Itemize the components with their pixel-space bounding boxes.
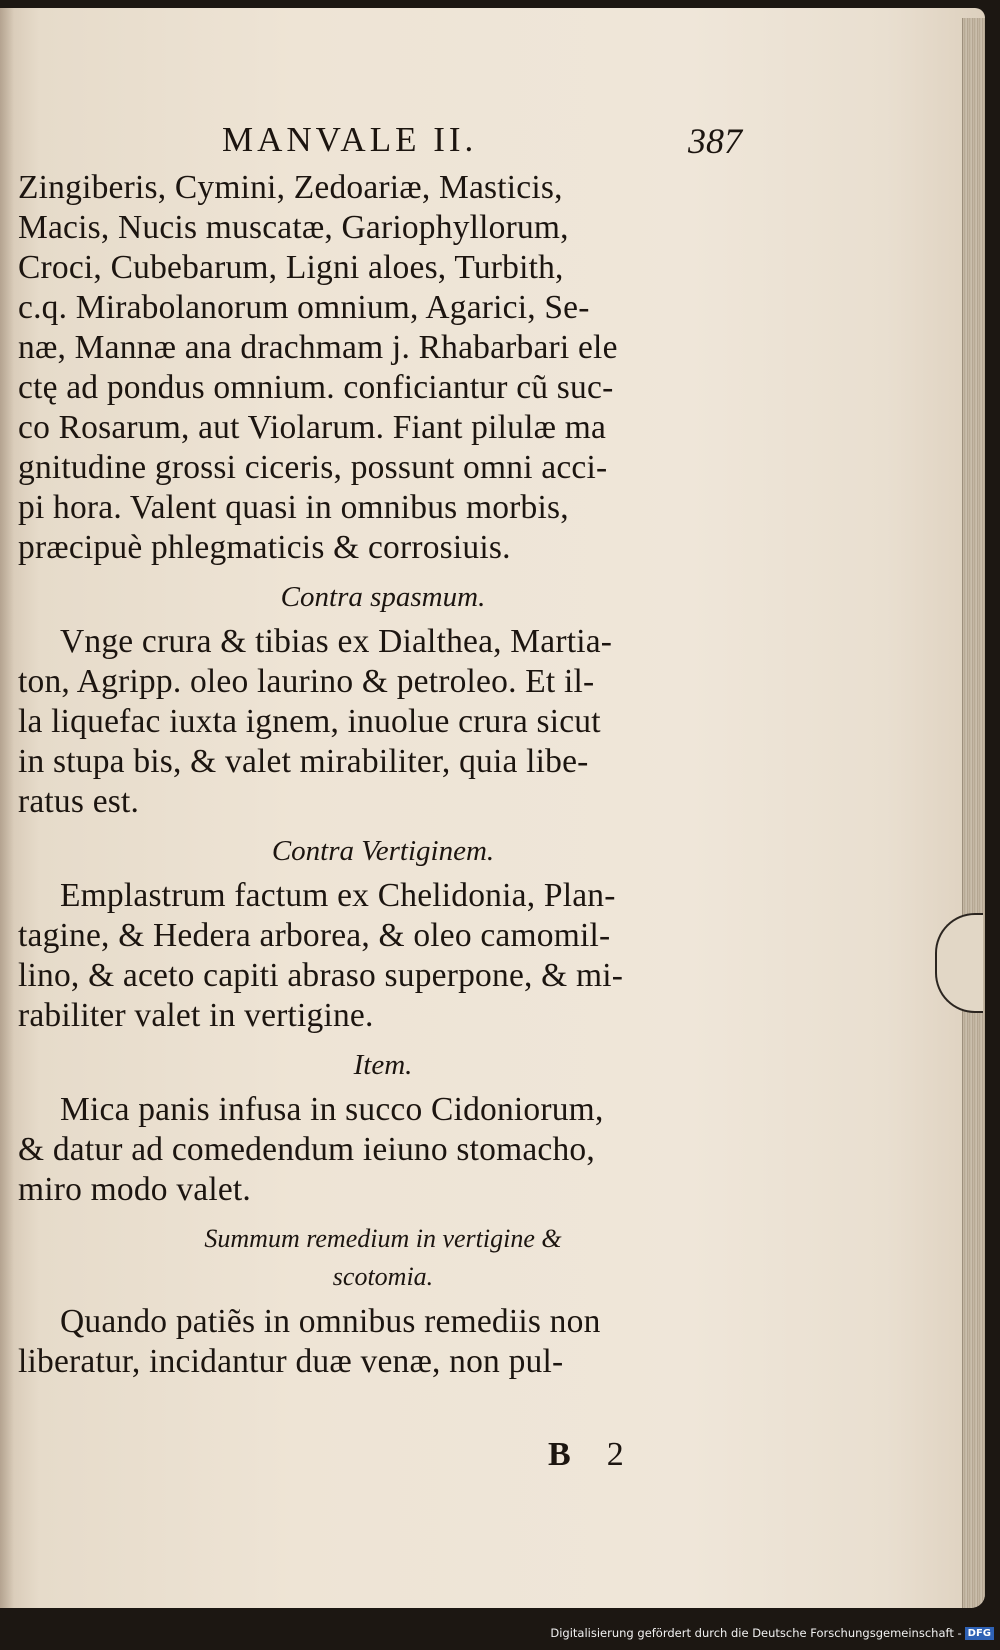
book-page: [0, 8, 985, 1608]
page-clip: [935, 913, 983, 1013]
section-heading-summum-cont: scotomia.: [332, 1262, 434, 1291]
text-line: ctę ad pondus omnium. conficiantur cũ suc-: [18, 369, 614, 406]
page-number: 387: [688, 121, 742, 161]
text-line: miro modo valet.: [18, 1171, 252, 1208]
signature-mark: [548, 1436, 624, 1474]
text-line: la liquefac iuxta ignem, inuolue crura sicut: [18, 703, 601, 740]
text-line: gnitudine grossi ciceris, possunt omni acci-: [18, 449, 608, 486]
text-line: Macis, Nucis muscatæ, Gariophyllorum,: [18, 209, 569, 246]
text-line: & datur ad comedendum ieiuno stomacho,: [18, 1131, 595, 1168]
text-line: præcipuè phlegmaticis & corrosiuis.: [18, 529, 511, 566]
text-line: ratus est.: [18, 783, 140, 820]
text-line: c.q. Mirabolanorum omnium, Agarici, Se-: [18, 289, 590, 326]
gutter-shadow: [0, 8, 14, 1608]
text-line: Mica panis infusa in succo Cidoniorum,: [60, 1091, 604, 1128]
text-line: tagine, & Hedera arborea, & oleo camomil-: [18, 917, 611, 954]
text-line: næ, Mannæ ana drachmam j. Rhabarbari ele: [18, 329, 618, 366]
text-line: Vnge crura & tibias ex Dialthea, Martia-: [60, 623, 613, 660]
text-line: lino, & aceto capiti abraso superpone, & mi-: [18, 957, 624, 994]
text-line: Croci, Cubebarum, Ligni aloes, Turbith,: [18, 249, 564, 286]
section-heading-item: Item.: [353, 1049, 413, 1081]
page-header: [222, 120, 742, 170]
text-line: Quando patiẽs in omnibus remediis non: [60, 1303, 601, 1340]
digitization-credit: [550, 1626, 994, 1640]
text-line: pi hora. Valent quasi in omnibus morbis,: [18, 489, 569, 526]
page-edges: [962, 18, 985, 1608]
text-line: co Rosarum, aut Violarum. Fiant pilulæ ma: [18, 409, 607, 446]
text-line: liberatur, incidantur duæ venæ, non pul-: [18, 1343, 564, 1380]
signature-number: 2: [606, 1436, 624, 1473]
dfg-logo: DFG: [965, 1627, 994, 1640]
text-line: rabiliter valet in vertigine.: [18, 997, 374, 1034]
section-heading-vertiginem: Contra Vertiginem.: [271, 835, 495, 867]
text-line: Emplastrum factum ex Chelidonia, Plan-: [60, 877, 616, 914]
section-heading-summum: Summum remedium in vertigine &: [204, 1224, 562, 1253]
running-head: MANVALE II.: [222, 120, 478, 159]
section-heading-spasmum: Contra spasmum.: [280, 581, 486, 613]
text-line: ton, Agripp. oleo laurino & petroleo. Et il-: [18, 663, 595, 700]
text-line: Zingiberis, Cymini, Zedoariæ, Masticis,: [18, 169, 563, 206]
credit-text: Digitalisierung gefördert durch die Deutsche Forschungsgemeinschaft -: [550, 1626, 962, 1640]
text-line: in stupa bis, & valet mirabiliter, quia libe-: [18, 743, 589, 780]
page-text: [18, 168, 748, 1382]
signature-letter: B: [548, 1436, 571, 1473]
